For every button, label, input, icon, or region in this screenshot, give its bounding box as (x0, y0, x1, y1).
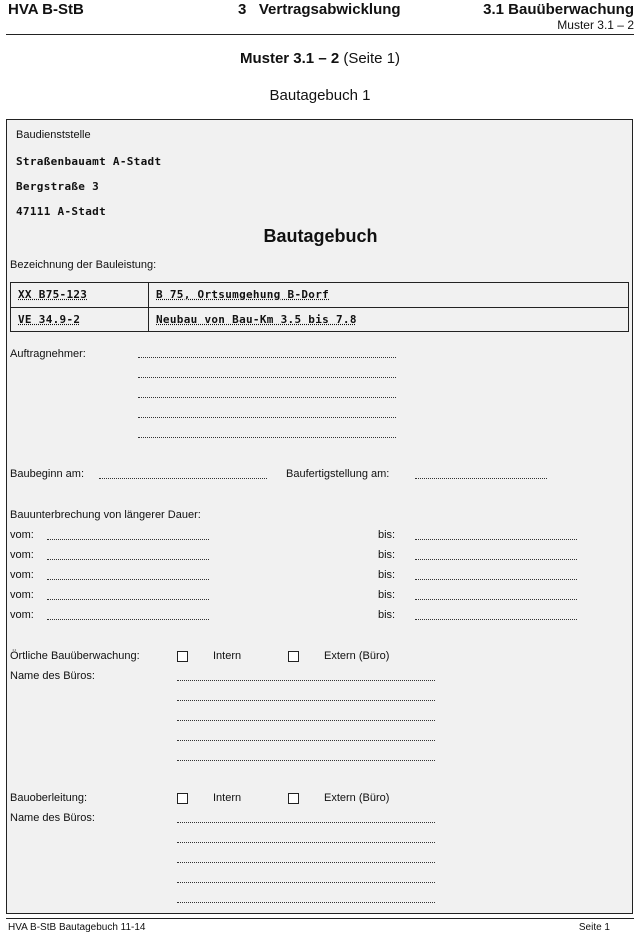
unterbrechung-label: Bauunterbrechung von längerer Dauer: (10, 509, 201, 521)
buero2-line-3[interactable] (177, 862, 435, 863)
auftragnehmer-line-4[interactable] (138, 417, 396, 418)
buero1-line-4[interactable] (177, 740, 435, 741)
bis-label-1: bis: (378, 529, 396, 541)
bis-label-4: bis: (378, 589, 396, 601)
table-desc-2: Neubau von Bau-Km 3.5 bis 7.8 (156, 313, 357, 326)
form-frame (6, 119, 633, 914)
oertliche-extern-checkbox[interactable] (288, 651, 299, 662)
vom-label-5: vom: (10, 609, 34, 621)
buero-label-2: Name des Büros: (10, 812, 95, 824)
oertliche-intern-checkbox[interactable] (177, 651, 188, 662)
auftragnehmer-line-2[interactable] (138, 377, 396, 378)
header-section: 3.1 Bauüberwachung (483, 1, 634, 18)
dienststelle-city: 47111 A-Stadt (16, 205, 106, 218)
header-muster-ref: Muster 3.1 – 2 (557, 18, 634, 32)
bis-label-3: bis: (378, 569, 396, 581)
vom-label-4: vom: (10, 589, 34, 601)
bis-label-2: bis: (378, 549, 396, 561)
vom-field-1[interactable] (47, 539, 209, 540)
oertliche-label: Örtliche Bauüberwachung: (10, 650, 140, 662)
vom-label-2: vom: (10, 549, 34, 561)
buero2-line-5[interactable] (177, 902, 435, 903)
vom-field-3[interactable] (47, 579, 209, 580)
table-row-divider (11, 307, 628, 308)
header-left: HVA B-StB (8, 1, 84, 18)
page-title-bold: Muster 3.1 – 2 (239, 50, 340, 67)
page-subtitle: Bautagebuch 1 (269, 87, 371, 104)
footer-page-number: Seite 1 (578, 922, 610, 933)
dienststelle-label: Baudienststelle (16, 129, 91, 141)
header-chapter: 3 Vertragsabwicklung (238, 1, 401, 18)
bis-field-4[interactable] (415, 599, 577, 600)
baubeginn-field[interactable] (99, 478, 267, 479)
header-rule (6, 34, 634, 35)
form-heading: Bautagebuch (263, 226, 378, 246)
bezeichnung-label: Bezeichnung der Bauleistung: (10, 259, 157, 271)
vom-label-3: vom: (10, 569, 34, 581)
bauoberleitung-extern-checkbox[interactable] (288, 793, 299, 804)
footer-rule (6, 918, 634, 919)
bis-field-1[interactable] (415, 539, 577, 540)
bauoberleitung-intern-label: Intern (213, 792, 242, 804)
footer-left: HVA B-StB Bautagebuch 11-14 (8, 922, 146, 933)
auftragnehmer-label: Auftragnehmer: (10, 348, 86, 360)
bis-field-2[interactable] (415, 559, 577, 560)
bauoberleitung-extern-label: Extern (Büro) (324, 792, 390, 804)
dienststelle-street: Bergstraße 3 (16, 180, 100, 193)
table-desc-1: B 75, Ortsumgehung B-Dorf (156, 288, 330, 301)
bis-field-5[interactable] (415, 619, 577, 620)
bauoberleitung-intern-checkbox[interactable] (177, 793, 188, 804)
dienststelle-name: Straßenbauamt A-Stadt (16, 155, 162, 168)
page-title-rest: (Seite 1) (339, 50, 401, 67)
vom-field-2[interactable] (47, 559, 209, 560)
table-code-2: VE 34.9-2 (18, 313, 81, 326)
buero-label-1: Name des Büros: (10, 670, 95, 682)
buero2-line-2[interactable] (177, 842, 435, 843)
auftragnehmer-line-3[interactable] (138, 397, 396, 398)
vom-label-1: vom: (10, 529, 34, 541)
bis-label-5: bis: (378, 609, 396, 621)
table-column-divider (148, 283, 149, 331)
baubeginn-label: Baubeginn am: (10, 468, 84, 480)
page-title (0, 50, 640, 67)
vom-field-5[interactable] (47, 619, 209, 620)
oertliche-extern-label: Extern (Büro) (324, 650, 390, 662)
baufertig-field[interactable] (415, 478, 547, 479)
oertliche-intern-label: Intern (213, 650, 242, 662)
bis-field-3[interactable] (415, 579, 577, 580)
buero1-line-1[interactable] (177, 680, 435, 681)
bauoberleitung-label: Bauoberleitung: (10, 792, 88, 804)
vom-field-4[interactable] (47, 599, 209, 600)
buero1-line-2[interactable] (177, 700, 435, 701)
table-code-1: XX B75-123 (18, 288, 88, 301)
buero2-line-1[interactable] (177, 822, 435, 823)
auftragnehmer-line-5[interactable] (138, 437, 396, 438)
bauleistung-table (10, 282, 629, 332)
baufertig-label: Baufertigstellung am: (286, 468, 390, 480)
auftragnehmer-line-1[interactable] (138, 357, 396, 358)
buero1-line-5[interactable] (177, 760, 435, 761)
buero1-line-3[interactable] (177, 720, 435, 721)
buero2-line-4[interactable] (177, 882, 435, 883)
